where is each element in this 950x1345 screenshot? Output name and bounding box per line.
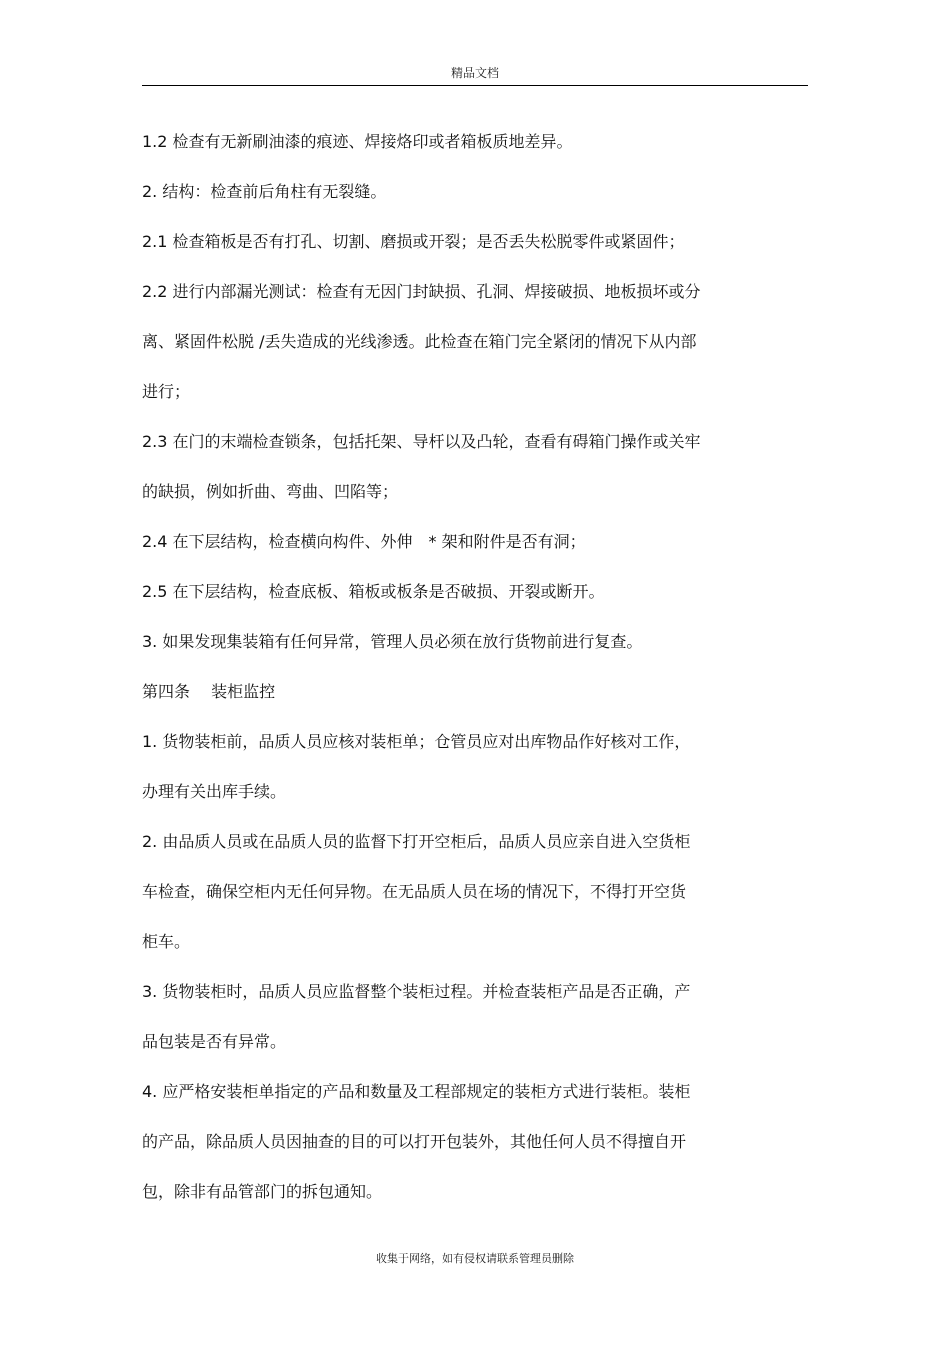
body-line: 办理有关出库手续。: [142, 782, 287, 801]
body-line: 2.1 检查箱板是否有打孔、切割、磨损或开裂；是否丢失松脱零件或紧固件；: [142, 232, 685, 251]
body-line: 进行；: [142, 382, 191, 401]
body-line: 4. 应严格安装柜单指定的产品和数量及工程部规定的装柜方式进行装柜。装柜: [142, 1082, 691, 1101]
body-line: 2.2 进行内部漏光测试：检查有无因门封缺损、孔洞、焊接破损、地板损坏或分: [142, 282, 701, 301]
body-line: 1.2 检查有无新刷油漆的痕迹、焊接烙印或者箱板质地差异。: [142, 132, 573, 151]
body-line: 的缺损，例如折曲、弯曲、凹陷等；: [142, 482, 399, 501]
body-line: 3. 货物装柜时，品质人员应监督整个装柜过程。并检查装柜产品是否正确，产: [142, 982, 691, 1001]
body-line: 车检查，确保空柜内无任何异物。在无品质人员在场的情况下，不得打开空货: [142, 882, 687, 901]
body-line: 2.4 在下层结构，检查横向构件、外伸 * 架和附件是否有洞；: [142, 532, 586, 551]
page-footer-note: 收集于网络，如有侵权请联系管理员删除: [376, 1252, 574, 1265]
body-line: 2. 由品质人员或在品质人员的监督下打开空柜后，品质人员应亲自进入空货柜: [142, 832, 691, 851]
section-heading: 第四条 装柜监控: [142, 682, 276, 701]
body-line: 柜车。: [142, 932, 191, 951]
body-line: 3. 如果发现集装箱有任何异常，管理人员必须在放行货物前进行复查。: [142, 632, 643, 651]
page-header-title: 精品文档: [450, 66, 499, 80]
header-divider: [142, 85, 808, 86]
body-line: 的产品，除品质人员因抽查的目的可以打开包装外，其他任何人员不得擅自开: [142, 1132, 687, 1151]
body-line: 2. 结构：检查前后角柱有无裂缝。: [142, 182, 387, 201]
body-line: 2.5 在下层结构，检查底板、箱板或板条是否破损、开裂或断开。: [142, 582, 605, 601]
body-line: 2.3 在门的末端检查锁条，包括托架、导杆以及凸轮，查看有碍箱门操作或关牢: [142, 432, 701, 451]
body-line: 品包装是否有异常。: [142, 1032, 287, 1051]
body-line: 1. 货物装柜前，品质人员应核对装柜单；仓管员应对出库物品作好核对工作，: [142, 732, 691, 751]
body-line: 离、紧固件松脱 /丢失造成的光线渗透。此检查在箱门完全紧闭的情况下从内部: [142, 332, 697, 351]
body-line: 包，除非有品管部门的拆包通知。: [142, 1182, 383, 1201]
